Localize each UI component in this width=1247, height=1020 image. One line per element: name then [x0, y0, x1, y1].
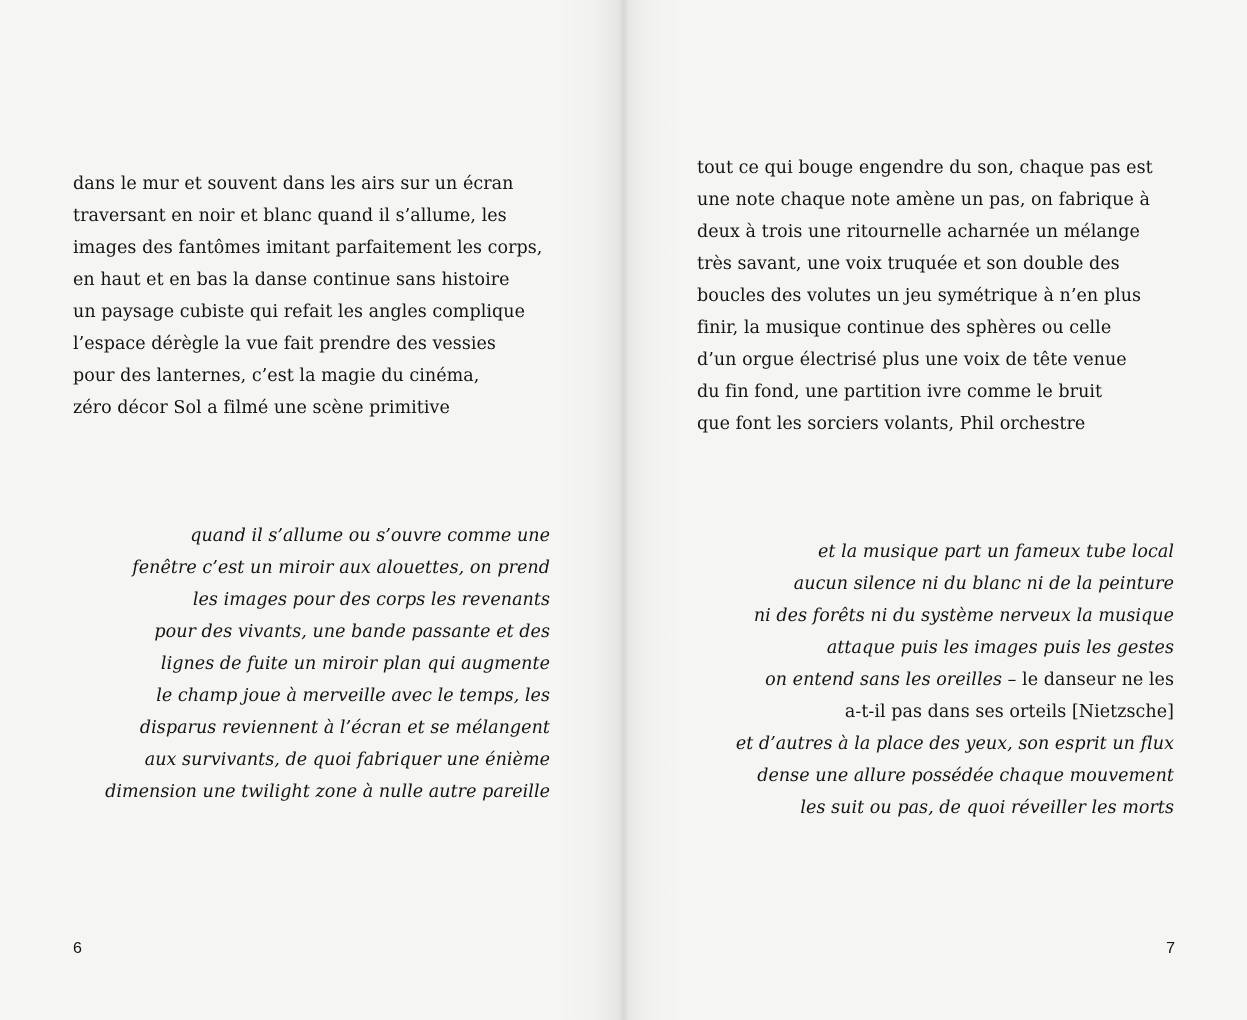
text-line: tout ce qui bouge engendre du son, chaque pas est: [697, 158, 1153, 178]
left-top-stanza: [73, 168, 542, 424]
text-line: ni des forêts ni du système nerveux la musique: [753, 606, 1174, 626]
text-line: en haut et en bas la danse continue sans histoire: [73, 270, 510, 290]
right-page: [620, 0, 1247, 1020]
text-line: d’un orgue électrisé plus une voix de tête venue: [697, 350, 1127, 370]
text-line: le champ joue à merveille avec le temps, les: [156, 686, 550, 706]
text-line: traversant en noir et blanc quand il s’allume, les: [73, 206, 507, 226]
text-line: pour des lanternes, c’est la magie du cinéma,: [73, 366, 480, 386]
text-line: a-t-il pas dans ses orteils [Nietzsche]: [844, 702, 1174, 722]
italic-segment: on entend sans les oreilles: [765, 670, 1003, 690]
text-line: un paysage cubiste qui refait les angles complique: [73, 302, 525, 322]
right-top-stanza: [697, 152, 1153, 440]
text-line: aucun silence ni du blanc ni de la peinture: [793, 574, 1174, 594]
left-page: [0, 0, 620, 1020]
text-line: une note chaque note amène un pas, on fabrique à: [697, 190, 1150, 210]
text-line: l’espace dérègle la vue fait prendre des vessies: [73, 334, 496, 354]
text-line: zéro décor Sol a filmé une scène primitive: [73, 398, 450, 418]
text-line: boucles des volutes un jeu symétrique à n’en plus: [697, 286, 1142, 306]
right-bottom-stanza: [736, 536, 1174, 824]
text-line: très savant, une voix truquée et son double des: [697, 254, 1120, 274]
text-line: et la musique part un fameux tube local: [818, 542, 1174, 562]
text-line-mixed: [736, 664, 1174, 696]
text-line: que font les sorciers volants, Phil orchestre: [697, 414, 1086, 434]
left-bottom-stanza: [105, 520, 550, 808]
text-line: les images pour des corps les revenants: [192, 590, 550, 610]
text-line: et d’autres à la place des yeux, son esprit un flux: [735, 734, 1174, 754]
text-line: dans le mur et souvent dans les airs sur un écran: [73, 174, 514, 194]
text-line: fenêtre c’est un miroir aux alouettes, on prend: [132, 558, 550, 578]
text-line: disparus reviennent à l’écran et se mélangent: [139, 718, 550, 738]
text-line: dimension une twilight zone à nulle autre pareille: [105, 782, 550, 802]
page-number-left: 6: [73, 940, 82, 957]
page-number-right: 7: [1166, 940, 1175, 957]
text-line: aux survivants, de quoi fabriquer une énième: [144, 750, 550, 770]
text-line: dense une allure possédée chaque mouvement: [757, 766, 1174, 786]
text-line: quand il s’allume ou s’ouvre comme une: [190, 526, 550, 546]
text-line: lignes de fuite un miroir plan qui augmente: [160, 654, 550, 674]
text-line: deux à trois une ritournelle acharnée un mélange: [697, 222, 1140, 242]
text-line: du fin fond, une partition ivre comme le bruit: [697, 382, 1103, 402]
text-line: images des fantômes imitant parfaitement les corps,: [73, 238, 543, 258]
text-line: les suit ou pas, de quoi réveiller les morts: [800, 798, 1174, 818]
roman-segment: – le danseur ne les: [1002, 670, 1174, 690]
text-line: finir, la musique continue des sphères ou celle: [697, 318, 1112, 338]
text-line: attaque puis les images puis les gestes: [826, 638, 1174, 658]
text-line: pour des vivants, une bande passante et des: [154, 622, 550, 642]
